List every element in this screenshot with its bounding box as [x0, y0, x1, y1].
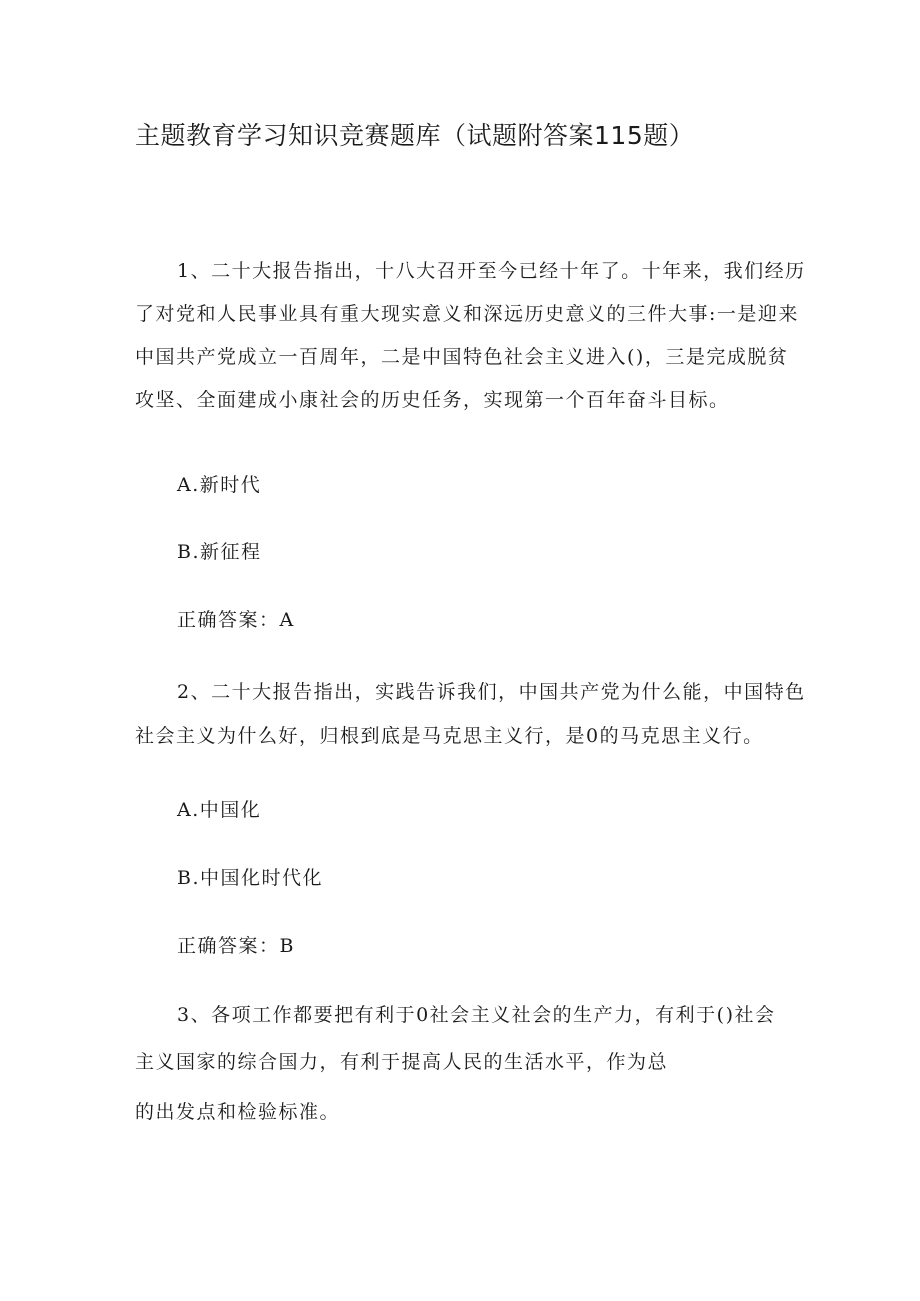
question-2-stem-line-1: 2、二十大报告指出，实践告诉我们，中国共产党为什么能，中国特色: [177, 681, 806, 703]
question-2-answer: 正确答案：B: [177, 935, 295, 957]
question-1-answer: 正确答案：A: [177, 609, 295, 631]
question-2-option-b: B.中国化时代化: [177, 867, 324, 889]
question-1-option-b: B.新征程: [177, 541, 262, 563]
question-1-stem-line-3: 中国共产党成立一百周年，二是中国特色社会主义进入()，三是完成脱贫: [135, 346, 789, 368]
document-title: 主题教育学习知识竞赛题库（试题附答案115题）: [135, 121, 695, 150]
question-1-option-a: A.新时代: [177, 474, 262, 496]
question-1-stem-line-1: 1、二十大报告指出，十八大召开至今已经十年了。十年来，我们经历: [177, 260, 806, 282]
question-3-stem-line-1: 3、各项工作都要把有利于0社会主义社会的生产力，有利于()社会: [177, 1004, 776, 1026]
question-2-stem-line-2: 社会主义为什么好，归根到底是马克思主义行，是0的马克思主义行。: [135, 725, 764, 747]
question-1-stem-line-4: 攻坚、全面建成小康社会的历史任务，实现第一个百年奋斗目标。: [135, 389, 730, 411]
question-3-stem-line-2: 主义国家的综合国力，有利于提高人民的生活水平，作为总: [135, 1051, 669, 1073]
question-3-stem-line-3: 的出发点和检验标准。: [135, 1101, 341, 1123]
question-2-option-a: A.中国化: [177, 799, 262, 821]
question-1-stem-line-2: 了对党和人民事业具有重大现实意义和深远历史意义的三件大事:一是迎来: [135, 303, 799, 325]
